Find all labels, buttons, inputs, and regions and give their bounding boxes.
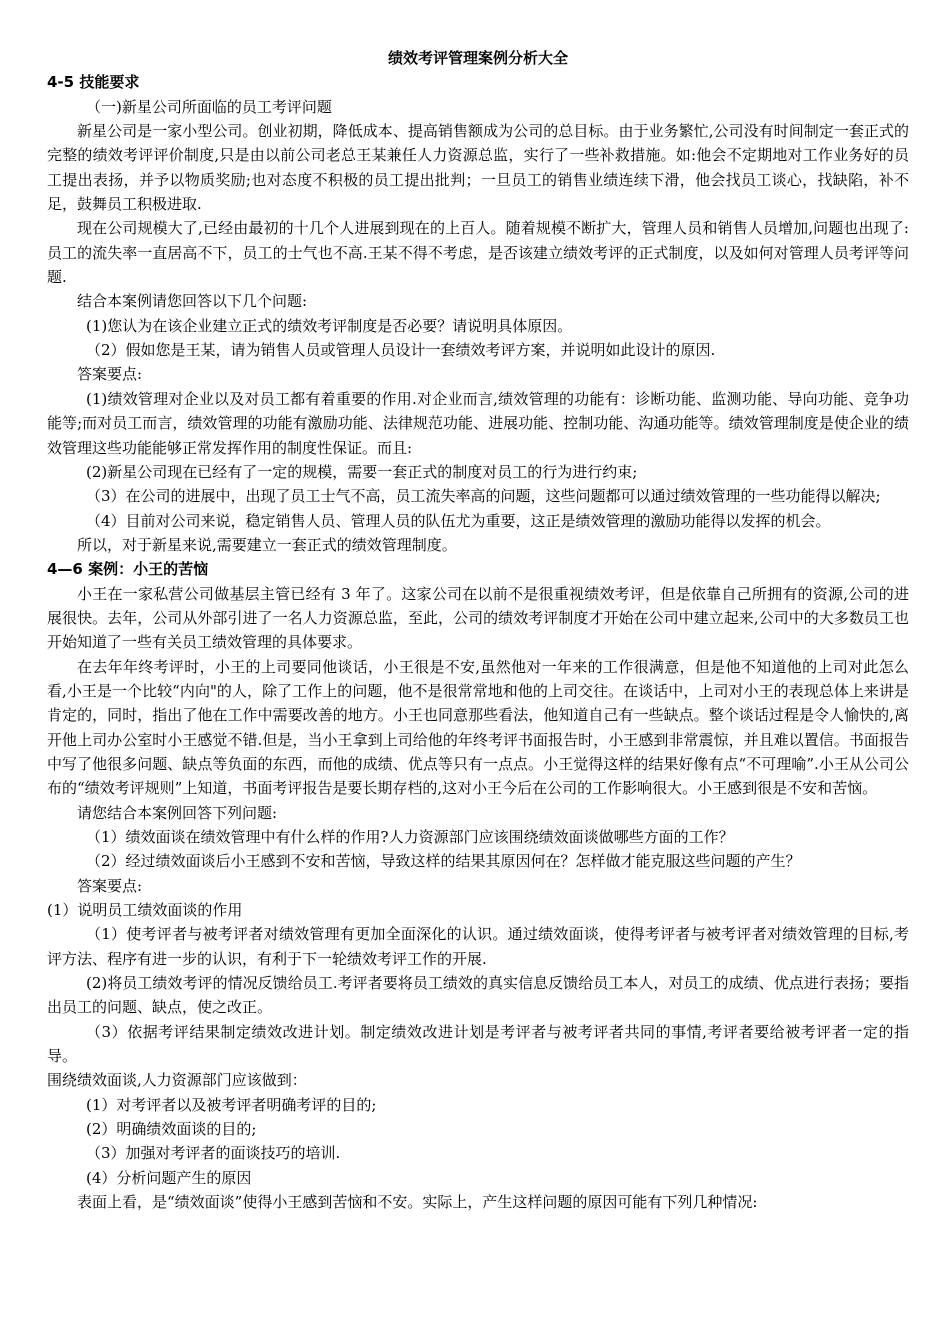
paragraph: 小王在一家私营公司做基层主管已经有 3 年了。这家公司在以前不是很重视绩效考评，但是依靠自己所拥有的资源,公司的进展很快。去年，公司从外部引进了一名人力资源总监，至此，公司的绩效考评制度才开始在公司中建立起来,公司中的大多数员工也开始知道了一些有关员工绩效管理的具体要求。 (47, 584, 909, 652)
document-title: 绩效考评管理案例分析大全 (387, 49, 568, 67)
answer-item: （1）使考评者与被考评者对绩效管理有更加全面深化的认识。通过绩效面谈，使得考评者与被考评者对绩效管理的目标,考评方法、程序有进一步的认识，有利于下一轮绩效考评工作的开展. (47, 925, 909, 968)
answer-item: （4）目前对公司来说，稳定销售人员、管理人员的队伍尤为重要，这正是绩效管理的激励功能得以发挥的机会。 (86, 511, 831, 530)
paragraph: 结合本案例请您回答以下几个问题: (77, 292, 308, 311)
answer-subheading: (1）说明员工绩效面谈的作用 (47, 901, 243, 920)
section-heading-4-6: 4—6 案例：小王的苦恼 (47, 560, 209, 579)
answer-item: （3）依据考评结果制定绩效改进计划。制定绩效改进计划是考评者与被考评者共同的事情,考评者要给被考评者一定的指导。 (47, 1022, 909, 1066)
answer-item: (2)将员工绩效考评的情况反馈给员工.考评者要将员工绩效的真实信息反馈给员工本人，对员工的成绩、优点进行表扬；要指出员工的问题、缺点，使之改正。 (47, 974, 909, 1017)
list-item: (4）分析问题产生的原因 (86, 1168, 252, 1187)
question-item: （2）假如您是王某，请为销售人员或管理人员设计一套绩效考评方案，并说明如此设计的原因. (86, 341, 716, 360)
answer-item: (2)新星公司现在已经有了一定的规模，需要一套正式的制度对员工的行为进行约束; (86, 462, 638, 481)
answer-label: 答案要点: (77, 365, 143, 384)
question-item: （2）经过绩效面谈后小王感到不安和苦恼，导致这样的结果其原因何在？怎样做才能克服这些问题的产生？ (86, 852, 801, 871)
answer-subheading: 围绕绩效面谈,人力资源部门应该做到： (47, 1071, 307, 1090)
answer-label: 答案要点: (77, 876, 143, 895)
answer-item: （3）在公司的进展中，出现了员工士气不高，员工流失率高的问题，这些问题都可以通过绩效管理的一些功能得以解决; (86, 487, 881, 506)
paragraph: 现在公司规模大了,已经由最初的十几个人进展到现在的上百人。随着规模不断扩大，管理人员和销售人员增加,问题也出现了:员工的流失率一直居高不下，员工的士气也不高.王某不得不考虑，是否该建立绩效考评的正式制度，以及如何对管理人员考评等问题. (47, 219, 909, 287)
list-item: (2）明确绩效面谈的目的; (86, 1120, 257, 1139)
question-item: （1）绩效面谈在绩效管理中有什么样的作用?人力资源部门应该围绕绩效面谈做哪些方面的工作？ (86, 828, 734, 846)
paragraph: 新星公司是一家小型公司。创业初期，降低成本、提高销售额成为公司的总目标。由于业务繁忙,公司没有时间制定一套正式的完整的绩效考评评价制度,只是由以前公司老总王某兼任人力资源总监，实行了一些补救措施。如:他会不定期地对工作业务好的员工提出表扬，并予以物质奖励;也对态度不积极的员工提出批判；一旦员工的销售业绩连续下滑，他会找员工谈心，找缺陷，补不足，鼓舞员工积极进取. (47, 122, 909, 214)
answer-conclusion: 所以，对于新星来说,需要建立一套正式的绩效管理制度。 (77, 535, 457, 554)
paragraph: 在去年年终考评时，小王的上司要同他谈话，小王很是不安,虽然他对一年来的工作很满意，但是他不知道他的上司对此怎么看,小王是一个比较“内向"的人，除了工作上的问题，他不是很常常地和他的上司交往。在谈话中，上司对小王的表现总体上来讲是肯定的，同时，指出了他在工作中需要改善的地方。小王也同意那些看法，他知道自己有一些缺点。整个谈话过程是令人愉快的,离开他上司办公室时小王感觉不错.但是，当小王拿到上司给他的年终考评书面报告时，小王感到非常震惊，并且难以置信。书面报告中写了他很多问题、缺点等负面的东西，而他的成绩、优点等只有一点点。小王觉得这样的结果好像有点“不可理喻”.小王从公司公布的“绩效考评规则”上知道，书面考评报告是要长期存档的,这对小王今后在公司的工作影响很大。小王感到很是不安和苦恼。 (47, 657, 909, 798)
paragraph: 请您结合本案例回答下列问题: (77, 803, 278, 822)
list-item: （3）加强对考评者的面谈技巧的培训. (86, 1144, 341, 1163)
list-item: (1）对考评者以及被考评者明确考评的目的; (86, 1095, 377, 1114)
document-page (47, 46, 909, 1215)
subheading-xinxing: （一)新星公司所面临的员工考评问题 (86, 97, 332, 116)
answer-item: (1)绩效管理对企业以及对员工都有着重要的作用.对企业而言,绩效管理的功能有：诊断功能、监测功能、导向功能、竞争功能等;而对员工而言，绩效管理的功能有激励功能、法律规范功能、进展功能、控制功能、沟通功能等。绩效管理制度是使企业的绩效管理这些功能能够正常发挥作用的制度性保证。而且: (47, 389, 909, 457)
paragraph: 表面上看，是“绩效面谈”使得小王感到苦恼和不安。实际上，产生这样问题的原因可能有下列几种情况: (77, 1193, 758, 1212)
question-item: (1)您认为在该企业建立正式的绩效考评制度是否必要？请说明具体原因。 (86, 316, 573, 335)
section-heading-4-5: 4-5 技能要求 (47, 73, 140, 92)
